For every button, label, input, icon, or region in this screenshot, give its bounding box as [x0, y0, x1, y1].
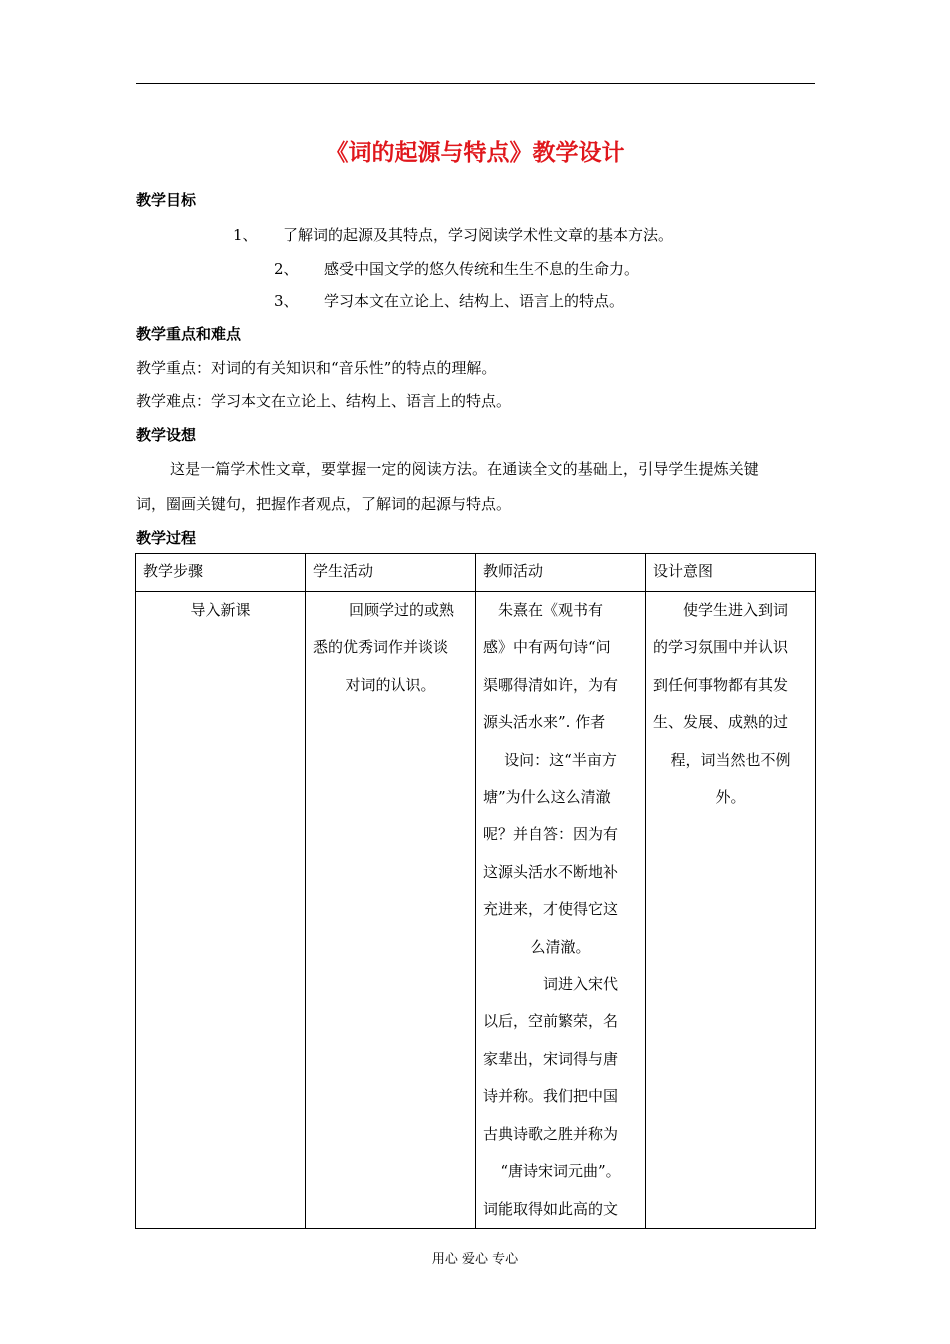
student-activity-cell: [306, 592, 476, 1229]
header-rule: [136, 83, 815, 84]
goals-heading: 教学目标: [136, 191, 197, 209]
cell-line: 生、发展、成熟的过: [653, 713, 789, 732]
step-text: 导入新课: [190, 601, 251, 619]
focus-heading: 教学重点和难点: [136, 325, 242, 343]
cell-line: 程，词当然也不例: [670, 750, 791, 769]
cell-line: 呢？并自答：因为有: [483, 825, 619, 844]
teacher-activity-cell: [476, 592, 646, 1229]
cell-line: 家辈出，宋词得与唐: [483, 1049, 619, 1068]
design-intent-cell: [646, 592, 816, 1229]
cell-line: 诗并称。我们把中国: [483, 1087, 619, 1106]
column-header: 教学步骤: [136, 554, 306, 592]
process-table: [135, 553, 816, 1229]
cell-line: “唐诗宋词元曲”。: [500, 1162, 621, 1181]
goal-text: 学习本文在立论上、结构上、语言上的特点。: [324, 292, 625, 310]
column-header: 教师活动: [476, 554, 646, 592]
step-cell: [136, 592, 306, 1229]
cell-line: 以后，空前繁荣，名: [483, 1012, 619, 1031]
cell-line: 外。: [715, 788, 746, 807]
column-header: 设计意图: [646, 554, 816, 592]
goal-num: 1、: [233, 226, 258, 244]
cell-line: 的学习氛围中并认识: [653, 638, 789, 657]
cell-line: 词进入宋代: [543, 975, 619, 994]
process-heading: 教学过程: [136, 529, 197, 547]
cell-line: 到任何事物都有其发: [653, 675, 789, 694]
cell-line: 对词的认识。: [345, 675, 436, 694]
cell-line: 源头活水来”. 作者: [483, 713, 606, 732]
cell-line: 词能取得如此高的文: [483, 1199, 619, 1218]
cell-line: 悉的优秀词作并谈谈: [313, 638, 449, 657]
idea-paragraph-line: 这是一篇学术性文章，要掌握一定的阅读方法。在通读全文的基础上，引导学生提炼关键: [170, 460, 759, 478]
column-header: 学生活动: [306, 554, 476, 592]
cell-line: 朱熹在《观书有: [498, 601, 604, 619]
goal-num: 3、: [274, 292, 299, 310]
cell-line: 充进来，才使得它这: [483, 900, 619, 919]
cell-line: 塘”为什么这么清澈: [483, 788, 611, 807]
cell-line: 回顾学过的或熟: [349, 601, 455, 619]
idea-heading: 教学设想: [136, 426, 197, 444]
cell-line: 么清澈。: [530, 937, 591, 956]
table-row: [136, 592, 816, 1229]
cell-line: 感》中有两句诗“问: [483, 638, 611, 657]
idea-paragraph-line: 词，圈画关键句，把握作者观点，了解词的起源与特点。: [136, 495, 512, 513]
cell-line: 古典诗歌之胜并称为: [483, 1124, 619, 1143]
cell-line: 这源头活水不断地补: [483, 862, 619, 881]
difficult-point: 教学难点：学习本文在立论上、结构上、语言上的特点。: [136, 392, 512, 410]
goal-num: 2、: [274, 260, 299, 278]
table-header-row: [136, 554, 816, 592]
goal-text: 感受中国文学的悠久传统和生生不息的生命力。: [324, 260, 640, 278]
cell-line: 渠哪得清如许，为有: [483, 675, 619, 694]
page-footer: 用心 爱心 专心: [431, 1252, 519, 1267]
cell-line: 使学生进入到词: [683, 601, 789, 619]
page-title: 《词的起源与特点》教学设计: [325, 140, 625, 166]
cell-line: 设问：这“半亩方: [504, 750, 617, 769]
key-point: 教学重点：对词的有关知识和“音乐性”的特点的理解。: [136, 359, 497, 377]
goal-text: 了解词的起源及其特点，学习阅读学术性文章的基本方法。: [283, 226, 674, 244]
